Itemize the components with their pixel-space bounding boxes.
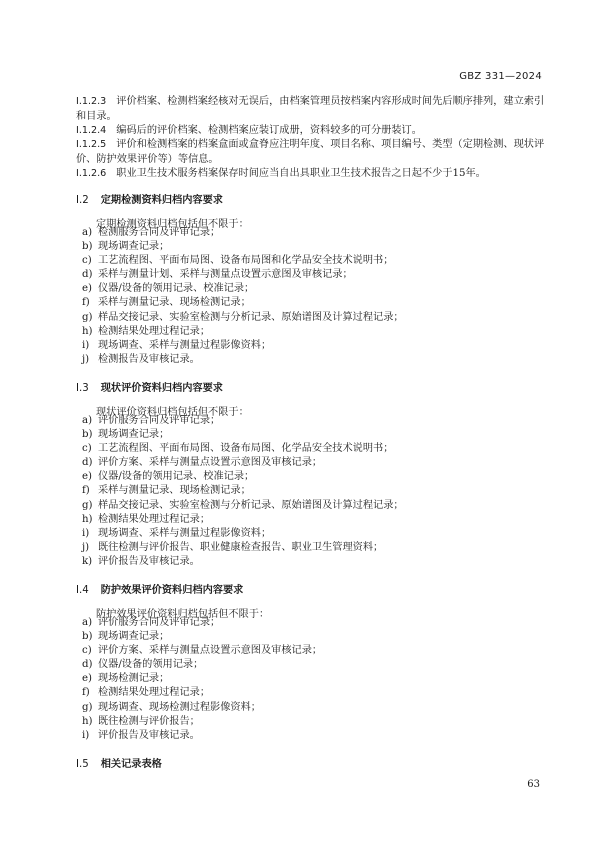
list-item-text: 评价方案、采样与测量点设置示意图及审核记录； (98, 645, 323, 657)
list-item-text: 现场调查记录； (98, 241, 170, 253)
section-title: 相关记录表格 (100, 759, 162, 770)
list-item-text: 仪器/设备的领用记录、校准记录； (98, 283, 255, 295)
list-marker: h) (82, 325, 93, 337)
list-item (82, 484, 404, 498)
list-marker: f) (82, 485, 90, 497)
clause-text: 评价档案、检测档案经核对无误后，由档案管理员按档案内容形成时间先后顺序排列，建立索引和目录。 (76, 96, 545, 122)
list-item (82, 268, 404, 282)
list-marker: d) (82, 659, 93, 671)
list-marker: f) (82, 687, 90, 699)
list-marker: b) (82, 241, 93, 253)
list-item-text: 评价服务合同及评审记录； (98, 617, 221, 628)
section-intro: 定期检测资料归档包括但不限于： (96, 219, 249, 230)
list-item-text: 检测报告及审核记录。 (98, 353, 200, 365)
list-item (82, 555, 404, 569)
list-marker: b) (82, 429, 93, 441)
section-heading-i-2 (76, 191, 223, 206)
list-item-text: 采样与测量记录、现场检测记录； (98, 485, 251, 497)
list-item-text: 现场调查记录； (98, 631, 170, 643)
list-item (82, 672, 322, 686)
list-item (82, 715, 322, 729)
list-marker: a) (82, 415, 93, 426)
list-item (82, 442, 404, 456)
list-marker: a) (82, 617, 93, 628)
clause-number: I.1.2.6 (76, 168, 107, 179)
list-marker: g) (82, 499, 93, 511)
list-item (82, 701, 322, 715)
list-marker: k) (82, 555, 93, 567)
section-number: I.5 (76, 759, 89, 770)
clause-text: 职业卫生技术服务档案保存时间应当自出具职业卫生技术报告之日起不少于15年。 (116, 168, 486, 179)
list-item-text: 样品交接记录、实验室检测与分析记录、原始谱图及计算过程记录； (98, 499, 404, 511)
list-item (82, 353, 404, 367)
list-marker: g) (82, 311, 93, 323)
list-item-text: 现场调查、现场检测过程影像资料； (98, 701, 261, 713)
list-item (82, 658, 322, 672)
clause-text: 编码后的评价档案、检测档案应装订成册，资料较多的可分册装订。 (116, 125, 422, 136)
list-marker: c) (82, 443, 92, 455)
list-item-text: 仪器/设备的领用记录、校准记录； (98, 471, 255, 483)
list-item (82, 325, 404, 339)
clause-i-1-2-5 (76, 138, 546, 167)
list-item-text: 现场检测记录； (98, 673, 170, 685)
list-item-text: 检测结果处理过程记录； (98, 325, 211, 337)
section-number: I.3 (76, 383, 89, 394)
standard-code: GBZ 331—2024 (459, 71, 542, 82)
list-item-text: 样品交接记录、实验室检测与分析记录、原始谱图及计算过程记录； (98, 311, 404, 323)
clause-text: 评价和检测档案的档案盒面或盒脊应注明年度、项目名称、项目编号、类型（定期检测、现状评价、防护效果评价等）等信息。 (76, 139, 545, 165)
clause-number: I.1.2.4 (76, 125, 107, 136)
list-marker: h) (82, 715, 93, 727)
list-marker: i) (82, 729, 90, 741)
list-marker: c) (82, 255, 92, 267)
list-item-text: 现场调查、采样与测量过程影像资料； (98, 527, 272, 539)
list-marker: d) (82, 457, 93, 469)
clause-i-1-2-4 (76, 124, 546, 139)
list-item-text: 仪器/设备的领用记录； (98, 659, 204, 671)
list-marker: a) (82, 227, 93, 238)
list-marker: e) (82, 471, 93, 483)
page-number: 63 (527, 779, 540, 790)
list-item (82, 513, 404, 527)
list-marker: c) (82, 645, 92, 657)
list-marker: j) (82, 353, 90, 365)
list-item-text: 评价服务合同及评审记录； (98, 415, 221, 426)
list-item (82, 456, 404, 470)
list-item-text: 采样与测量记录、现场检测记录； (98, 297, 251, 309)
list-item (82, 470, 404, 484)
list-item-text: 工艺流程图、平面布局图、设备布局图、化学品安全技术说明书； (98, 443, 394, 455)
section-heading-i-5 (76, 755, 162, 770)
clause-number: I.1.2.3 (76, 96, 107, 107)
list-item-text: 采样与测量计划、采样与测量点设置示意图及审核记录； (98, 269, 353, 281)
list-item (82, 240, 404, 254)
list-item (82, 282, 404, 296)
list-item (82, 339, 404, 353)
list-item (82, 527, 404, 541)
list-marker: e) (82, 283, 93, 295)
section-title: 定期检测资料归档内容要求 (100, 195, 223, 206)
list-item-text: 评价报告及审核记录。 (98, 555, 200, 567)
section-title: 现状评价资料归档内容要求 (100, 383, 223, 394)
section-intro: 防护效果评价资料归档包括但不限于： (96, 609, 270, 620)
requirements-list-i-4 (82, 616, 322, 743)
list-marker: j) (82, 541, 90, 553)
list-item (82, 428, 404, 442)
list-item (82, 296, 404, 310)
section-number: I.2 (76, 195, 89, 206)
list-marker: i) (82, 339, 90, 351)
clause-i-1-2-6 (76, 167, 546, 182)
list-marker: g) (82, 701, 93, 713)
list-item (82, 254, 404, 268)
section-heading-i-4 (76, 581, 243, 596)
requirements-list-i-2 (82, 226, 404, 367)
list-item (82, 616, 322, 630)
list-marker: f) (82, 297, 90, 309)
list-item (82, 729, 322, 743)
section-title: 防护效果评价资料归档内容要求 (100, 585, 244, 596)
list-marker: h) (82, 513, 93, 525)
list-item-text: 工艺流程图、平面布局图、设备布局图和化学品安全技术说明书； (98, 255, 394, 267)
list-item (82, 311, 404, 325)
list-item-text: 现场调查记录； (98, 429, 170, 441)
list-marker: i) (82, 527, 90, 539)
section-number: I.4 (76, 585, 89, 596)
requirements-list-i-3 (82, 414, 404, 569)
list-marker: d) (82, 269, 93, 281)
list-item (82, 414, 404, 428)
section-intro: 现状评价资料归档包括但不限于： (96, 407, 249, 418)
list-item (82, 630, 322, 644)
list-item (82, 499, 404, 513)
list-item-text: 检测结果处理过程记录； (98, 687, 211, 699)
list-item-text: 既往检测与评价报告、职业健康检查报告、职业卫生管理资料； (98, 541, 384, 553)
list-item-text: 现场调查、采样与测量过程影像资料； (98, 339, 272, 351)
section-heading-i-3 (76, 379, 223, 394)
list-item (82, 644, 322, 658)
list-item-text: 检测服务合同及评审记录； (98, 227, 221, 238)
list-marker: b) (82, 631, 93, 643)
list-item (82, 686, 322, 700)
list-item (82, 541, 404, 555)
list-item-text: 既往检测与评价报告； (98, 715, 200, 727)
list-item-text: 评价方案、采样与测量点设置示意图及审核记录； (98, 457, 323, 469)
clause-i-1-2-3 (76, 95, 546, 124)
list-marker: e) (82, 673, 93, 685)
clause-number: I.1.2.5 (76, 139, 107, 150)
list-item-text: 检测结果处理过程记录； (98, 513, 211, 525)
list-item (82, 226, 404, 240)
list-item-text: 评价报告及审核记录。 (98, 729, 200, 741)
